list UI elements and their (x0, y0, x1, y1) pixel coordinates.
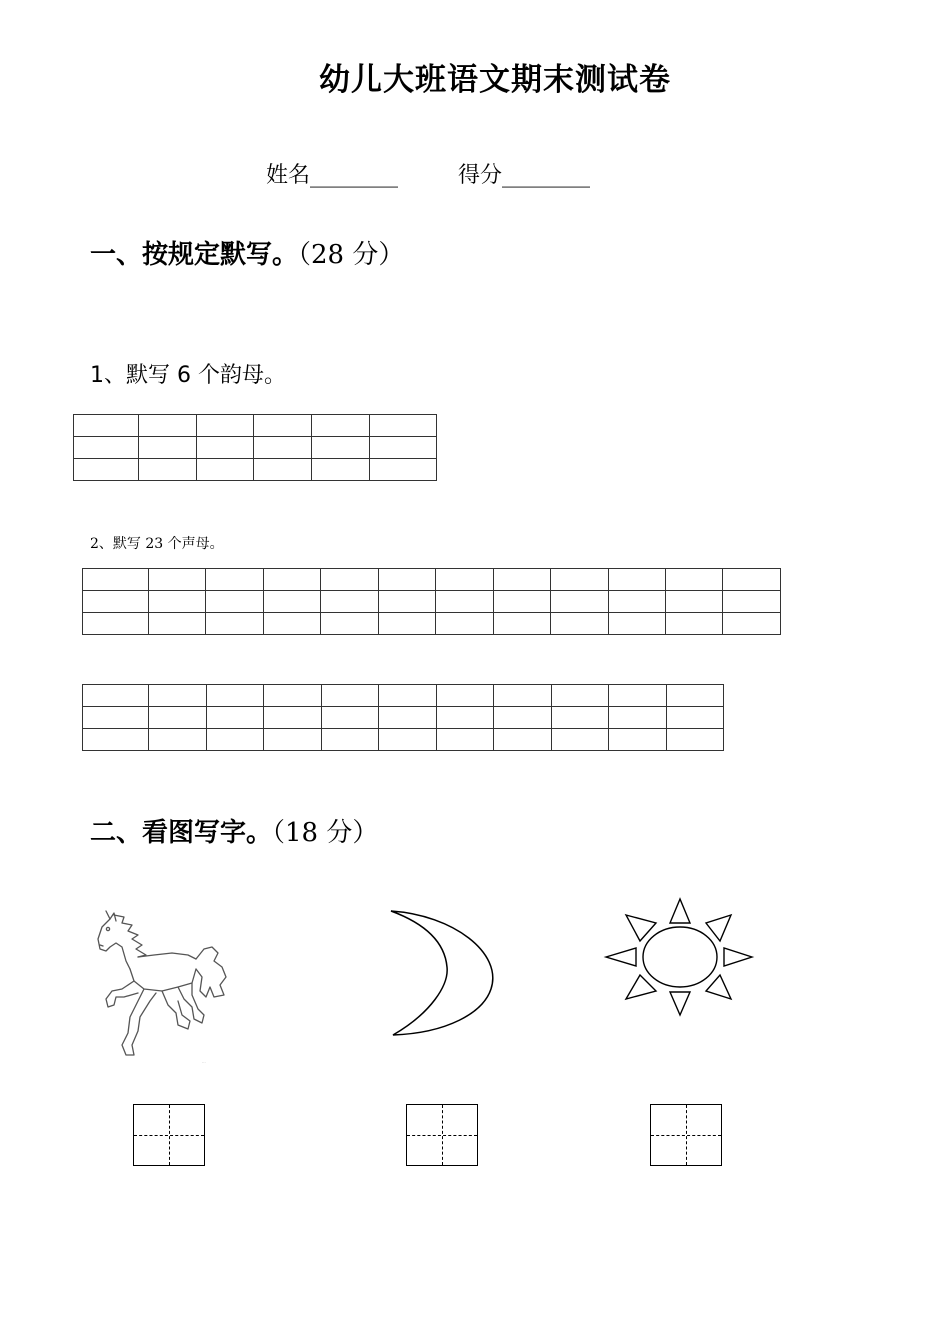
guide-line (407, 1135, 477, 1136)
grid-cell[interactable] (436, 613, 493, 635)
grid-cell[interactable] (312, 415, 370, 437)
grid-cell[interactable] (494, 729, 552, 751)
grid-cell[interactable] (370, 437, 437, 459)
grid-cell[interactable] (321, 591, 378, 613)
grid-cell[interactable] (370, 415, 437, 437)
grid-cell[interactable] (263, 613, 320, 635)
grid-cell[interactable] (723, 613, 781, 635)
moon-image (385, 905, 500, 1040)
grid-cell[interactable] (206, 613, 263, 635)
grid-cell[interactable] (83, 591, 149, 613)
grid-cell[interactable] (666, 707, 724, 729)
grid-cell[interactable] (138, 437, 196, 459)
grid-cell[interactable] (83, 569, 149, 591)
grid-cell[interactable] (254, 437, 312, 459)
grid-row (74, 459, 437, 481)
grid-cell[interactable] (148, 613, 205, 635)
grid-cell[interactable] (206, 569, 263, 591)
grid-cell[interactable] (436, 707, 494, 729)
grid-cell[interactable] (148, 591, 205, 613)
grid-cell[interactable] (551, 707, 609, 729)
grid-cell[interactable] (254, 459, 312, 481)
grid-cell[interactable] (264, 729, 322, 751)
grid-cell[interactable] (666, 685, 724, 707)
grid-cell[interactable] (321, 707, 379, 729)
grid-cell[interactable] (83, 707, 149, 729)
grid-cell[interactable] (609, 729, 667, 751)
grid-cell[interactable] (436, 569, 493, 591)
grid-row (83, 569, 781, 591)
consonant-writing-grid-1[interactable] (82, 568, 781, 635)
character-box-sun[interactable] (650, 1104, 722, 1166)
section-2-score: （18 分） (272, 818, 379, 848)
grid-cell[interactable] (74, 459, 139, 481)
grid-cell[interactable] (609, 707, 667, 729)
grid-cell[interactable] (149, 729, 207, 751)
score-field-label: 得分________ (458, 163, 591, 188)
grid-cell[interactable] (74, 415, 139, 437)
grid-cell[interactable] (666, 569, 723, 591)
grid-cell[interactable] (263, 591, 320, 613)
grid-cell[interactable] (551, 729, 609, 751)
grid-cell[interactable] (608, 569, 665, 591)
horse-image (92, 905, 237, 1067)
grid-cell[interactable] (254, 415, 312, 437)
grid-cell[interactable] (609, 685, 667, 707)
grid-cell[interactable] (312, 437, 370, 459)
grid-cell[interactable] (370, 459, 437, 481)
grid-cell[interactable] (206, 729, 264, 751)
grid-cell[interactable] (148, 569, 205, 591)
grid-cell[interactable] (83, 685, 149, 707)
question-2: 2、默写 23 个声母。 (90, 536, 224, 552)
grid-cell[interactable] (264, 707, 322, 729)
grid-cell[interactable] (493, 569, 550, 591)
grid-row (83, 729, 724, 751)
sun-image (600, 893, 760, 1023)
grid-cell[interactable] (493, 591, 550, 613)
grid-cell[interactable] (666, 613, 723, 635)
grid-cell[interactable] (74, 437, 139, 459)
grid-cell[interactable] (321, 613, 378, 635)
watermark-text: ··· (202, 1060, 206, 1065)
grid-cell[interactable] (83, 613, 149, 635)
grid-row (83, 707, 724, 729)
grid-cell[interactable] (494, 707, 552, 729)
grid-cell[interactable] (436, 729, 494, 751)
consonant-writing-grid-2[interactable] (82, 684, 724, 751)
grid-cell[interactable] (493, 613, 550, 635)
guide-line (651, 1135, 721, 1136)
grid-cell[interactable] (494, 685, 552, 707)
grid-cell[interactable] (551, 613, 608, 635)
grid-cell[interactable] (378, 591, 435, 613)
grid-cell[interactable] (551, 685, 609, 707)
grid-cell[interactable] (321, 729, 379, 751)
grid-cell[interactable] (264, 685, 322, 707)
grid-row (83, 591, 781, 613)
grid-cell[interactable] (149, 707, 207, 729)
grid-cell[interactable] (551, 591, 608, 613)
vowel-writing-grid[interactable] (73, 414, 437, 481)
name-field-label: 姓名________ (266, 163, 399, 188)
grid-cell[interactable] (263, 569, 320, 591)
grid-cell[interactable] (206, 707, 264, 729)
grid-cell[interactable] (196, 437, 254, 459)
grid-cell[interactable] (149, 685, 207, 707)
character-box-moon[interactable] (406, 1104, 478, 1166)
grid-cell[interactable] (206, 591, 263, 613)
grid-cell[interactable] (312, 459, 370, 481)
grid-row (83, 685, 724, 707)
grid-cell[interactable] (723, 569, 781, 591)
question-1: 1、默写 6 个韵母。 (90, 363, 286, 388)
grid-cell[interactable] (436, 591, 493, 613)
grid-cell[interactable] (321, 685, 379, 707)
grid-cell[interactable] (196, 415, 254, 437)
section-2-title: 二、看图写字。 (90, 818, 273, 848)
grid-row (74, 437, 437, 459)
grid-cell[interactable] (378, 613, 435, 635)
section-1-score: （28 分） (298, 240, 405, 270)
grid-cell[interactable] (196, 459, 254, 481)
section-1-title: 一、按规定默写。 (90, 240, 299, 270)
grid-cell[interactable] (206, 685, 264, 707)
grid-cell[interactable] (608, 613, 665, 635)
grid-cell[interactable] (608, 591, 665, 613)
grid-cell[interactable] (83, 729, 149, 751)
grid-cell[interactable] (436, 685, 494, 707)
page-title: 幼儿大班语文期末测试卷 (319, 62, 671, 98)
grid-row (83, 613, 781, 635)
grid-cell[interactable] (379, 707, 437, 729)
grid-row (74, 415, 437, 437)
grid-cell[interactable] (378, 569, 435, 591)
section-1-heading (90, 234, 404, 271)
grid-cell[interactable] (723, 591, 781, 613)
character-box-horse[interactable] (133, 1104, 205, 1166)
grid-cell[interactable] (379, 729, 437, 751)
guide-line (134, 1135, 204, 1136)
grid-cell[interactable] (138, 459, 196, 481)
grid-cell[interactable] (321, 569, 378, 591)
grid-cell[interactable] (666, 729, 724, 751)
grid-cell[interactable] (379, 685, 437, 707)
grid-cell[interactable] (138, 415, 196, 437)
grid-cell[interactable] (666, 591, 723, 613)
section-2-heading (90, 812, 378, 849)
grid-cell[interactable] (551, 569, 608, 591)
